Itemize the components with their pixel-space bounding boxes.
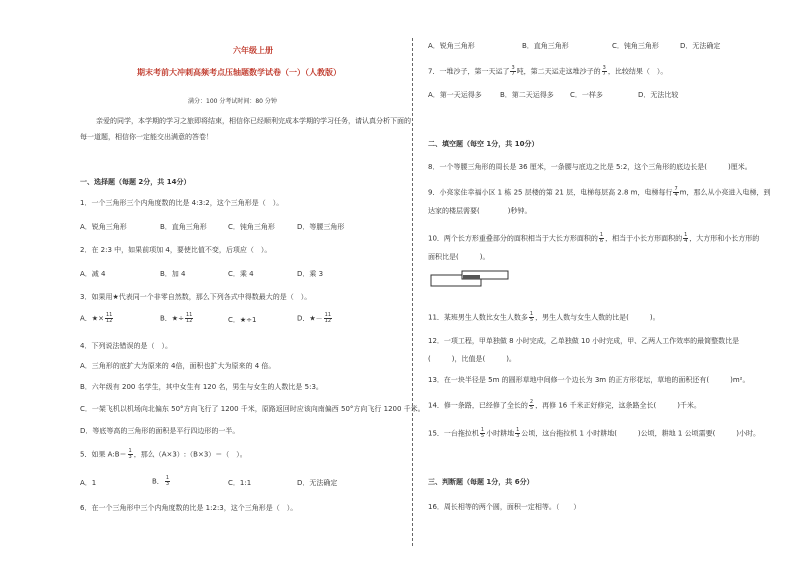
q2-option-d: D．乘 3: [297, 270, 324, 278]
q3-option-d: D．★－ $\frac{11}{12}$: [297, 312, 332, 324]
question-13: 13．在一块半径是 5m 的圆形草地中间修一个边长为 3m 的正方形花坛，草地的面积还有( )m²。: [428, 376, 750, 384]
grade-label: 六年级上册: [233, 46, 273, 55]
section-2-heading: 二、填空题（每空 1分，共 10分）: [428, 140, 539, 148]
q3-option-b: B．★÷ $\frac{11}{12}$: [160, 312, 193, 324]
question-10-line-2: 面积比是( )。: [428, 253, 490, 261]
q5-option-b: B． $\frac{1}{3}$: [152, 475, 169, 487]
question-14: 14．修一条路，已经修了全长的 $\frac{2}{5}$ ，再修 16 千米正好修完，这条路全长( )千米。: [428, 399, 701, 411]
q6-option-a: A．锐角三角形: [428, 42, 475, 50]
overlapping-rectangles-diagram: [430, 270, 510, 288]
q6-option-d: D．无法确定: [680, 42, 721, 50]
question-5: 5．如果 A:B＝ $\frac{1}{3}$ ，那么（A×3）:（B×3）＝（ ）。: [80, 448, 247, 460]
q2-option-a: A．减 4: [80, 270, 106, 278]
q1-option-b: B．直角三角形: [160, 223, 207, 231]
question-9-line-2: 达家的楼层需要( )秒钟。: [428, 207, 532, 215]
intro-line-1: 亲爱的同学，本学期的学习之旅即将结束，相信你已经顺利完成本学期的学习任务，请认真分析下面的: [96, 117, 411, 125]
q4-option-d: D．等底等高的三角形的面积是平行四边形的一半。: [80, 427, 240, 435]
question-8: 8．一个等腰三角形的周长是 36 厘米，一条腰与底边之比是 5:2，这个三角形的底边长是( )厘米。: [428, 163, 752, 171]
q1-option-a: A．锐角三角形: [80, 223, 127, 231]
question-3: 3．如果用★代表同一个非零自然数，那么下列各式中得数最大的是（ ）。: [80, 293, 312, 301]
question-12: 12．一项工程，甲单独做 8 小时完成，乙单独做 10 小时完成，甲、乙两人工作效率的最简整数比是: [428, 337, 740, 345]
q5-option-a: A．1: [80, 479, 97, 487]
q2-option-b: B．加 4: [160, 270, 186, 278]
intro-line-2: 每一道题，相信你一定能交出满意的答卷！: [80, 133, 213, 141]
q7-option-c: C．一样多: [570, 91, 603, 99]
q7-option-a: A．第一天运得多: [428, 91, 482, 99]
question-12-line-2: ( )，比值是( )。: [428, 355, 516, 363]
q7-option-b: B．第二天运得多: [500, 91, 554, 99]
column-divider: [412, 38, 413, 546]
q7-option-d: D．无法比较: [638, 91, 679, 99]
section-1-heading: 一、选择题（每题 2分，共 14分）: [80, 178, 191, 186]
question-10: 10．两个长方形重叠部分的面积相当于大长方形面积的 $\frac{1}{6}$ ，相当于小长方形面积的 $\frac{1}{4}$ ，大方形和小长方形的: [428, 232, 760, 244]
paper-title: 期末考前大冲刺高频考点压轴题数学试卷（一）（人教版）: [137, 68, 341, 77]
question-2: 2．在 2:3 中，如果前项加 4，要使比值不变，后项应（ ）。: [80, 246, 272, 254]
question-9: 9．小亮家住幸福小区 1 栋 25 层楼的第 21 层，电梯每层高 2.8 m，电梯每行 $\frac{7}{4}$ m，那么从小亮进入电梯，到: [428, 186, 771, 198]
q6-option-b: B．直角三角形: [522, 42, 569, 50]
q5-option-d: D．无法确定: [297, 479, 338, 487]
q6-option-c: C．钝角三角形: [612, 42, 659, 50]
question-11: 11．某班男生人数比女生人数多 $\frac{1}{5}$ ，男生人数与女生人数的比是( )。: [428, 311, 660, 323]
section-3-heading: 三、判断题（每题 1分，共 6分）: [428, 478, 534, 486]
question-16: 16．周长相等的两个圆，面积一定相等。（ ）: [428, 503, 581, 511]
q1-option-d: D．等腰三角形: [297, 223, 345, 231]
q5-option-c: C．1:1: [228, 479, 252, 487]
question-7: 7．一堆沙子，第一天运了 $\frac{3}{7}$ 吨，第二天运走这堆沙子的 $\frac{3}{7}$ ，比较结果（ ）。: [428, 65, 668, 77]
q4-option-b: B．六年级有 200 名学生，其中女生有 120 名，男生与女生的人数比是 5:3。: [80, 383, 323, 391]
question-15: 15．一台拖拉机 $\frac{1}{5}$ 小时耕地 $\frac{1}{3}$ 公顷，这台拖拉机 1 小时耕地( )公顷，耕地 1 公顷需要( )小时。: [428, 427, 761, 439]
q4-option-c: C．一架飞机以机场向北偏东 50°方向飞行了 1200 千米，原路返回时应该向南偏西 50°方向飞行 1200 千米。: [80, 405, 425, 413]
q3-option-c: C．★÷1: [228, 316, 257, 324]
overlap-region: [463, 275, 480, 279]
q3-option-a: A．★× $\frac{11}{12}$: [80, 312, 113, 324]
q4-option-a: A．三角形的底扩大为原来的 4倍，面积也扩大为原来的 4 倍。: [80, 362, 276, 370]
q1-option-c: C．钝角三角形: [228, 223, 275, 231]
question-1: 1．一个三角形三个内角度数的比是 4:3:2，这个三角形是（ ）。: [80, 199, 284, 207]
exam-meta: 满分：100 分考试时间：80 分钟: [188, 98, 277, 105]
question-6: 6．在一个三角形中三个内角度数的比是 1:2:3，这个三角形是（ ）。: [80, 504, 298, 512]
question-4: 4．下列说法错误的是（ ）。: [80, 342, 172, 350]
q2-option-c: C．乘 4: [228, 270, 254, 278]
